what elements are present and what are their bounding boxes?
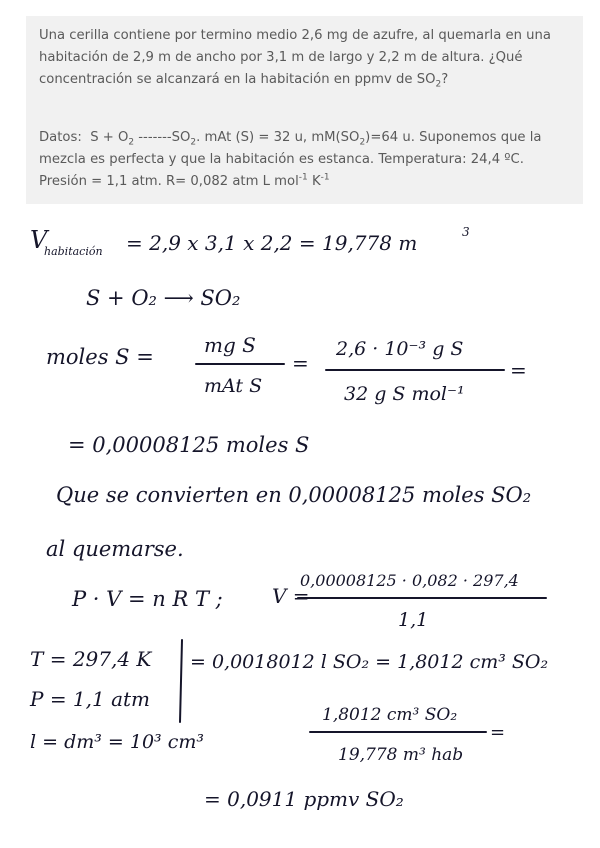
liter-conversion: l = dm³ = 10³ cm³ <box>30 731 204 753</box>
volume-result: = 0,0018012 l SO₂ = 1,8012 cm³ SO₂ <box>190 651 549 673</box>
volume-label: V = <box>272 584 310 608</box>
fraction2-denominator: 32 g S mol⁻¹ <box>344 383 465 405</box>
volume-denominator: 1,1 <box>398 609 429 631</box>
volume-numerator: 0,00008125 · 0,082 · 297,4 <box>300 571 519 590</box>
fraction2-numerator: 2,6 · 10⁻³ g S <box>336 338 464 360</box>
moles-result: = 0,00008125 moles S <box>68 433 310 457</box>
volume-expression: = 2,9 x 3,1 x 2,2 = 19,778 m <box>126 231 418 255</box>
sentence-line-2: al quemarse. <box>46 537 184 561</box>
equals-3: = <box>490 722 506 743</box>
fraction1-denominator: mAt S <box>204 375 263 397</box>
moles-label: moles S = <box>46 345 154 369</box>
volume-v: V <box>30 226 48 254</box>
temperature-value: T = 297,4 K <box>30 647 152 671</box>
volume-subscript: habitación <box>44 245 103 258</box>
pressure-value: P = 1,1 atm <box>30 687 151 711</box>
ratio-numerator: 1,8012 cm³ SO₂ <box>322 705 458 725</box>
final-result: = 0,0911 ppmv SO₂ <box>204 787 404 811</box>
problem-data: Datos: $S + O_2$ $-------SO_2$. mAt (S) = 32 u, $mM(SO_2)=64$ u. Suponemos que la mezcla es perfecta y que la habitación es estanca. Temperatura: 24,4 ºC. Presión = 1,1 atm. R= 0,082 atm L mol$^{-1}$ $K^{-1}$ <box>39 130 542 189</box>
fraction1-numerator: mg S <box>204 333 256 357</box>
volume-exponent: 3 <box>462 225 470 239</box>
divider <box>180 640 182 722</box>
ideal-gas-law: P · V = n R T ; <box>72 587 223 611</box>
reaction: S + O₂ ⟶ SO₂ <box>86 286 241 310</box>
equals-1: = <box>292 351 309 375</box>
equals-2: = <box>510 358 527 382</box>
sentence-line-1: Que se convierten en 0,00008125 moles SO₂ <box>56 483 532 507</box>
ratio-denominator: 19,778 m³ hab <box>338 745 464 765</box>
problem-statement: Una cerilla contiene por termino medio 2,6 mg de azufre, al quemarla en una habitación de 2,9 m de ancho por 3,1 m de largo y 2,2 m de altura. ¿Qué concentración se alcanzará en la habitación en ppmv de $SO_2$? <box>39 28 551 90</box>
